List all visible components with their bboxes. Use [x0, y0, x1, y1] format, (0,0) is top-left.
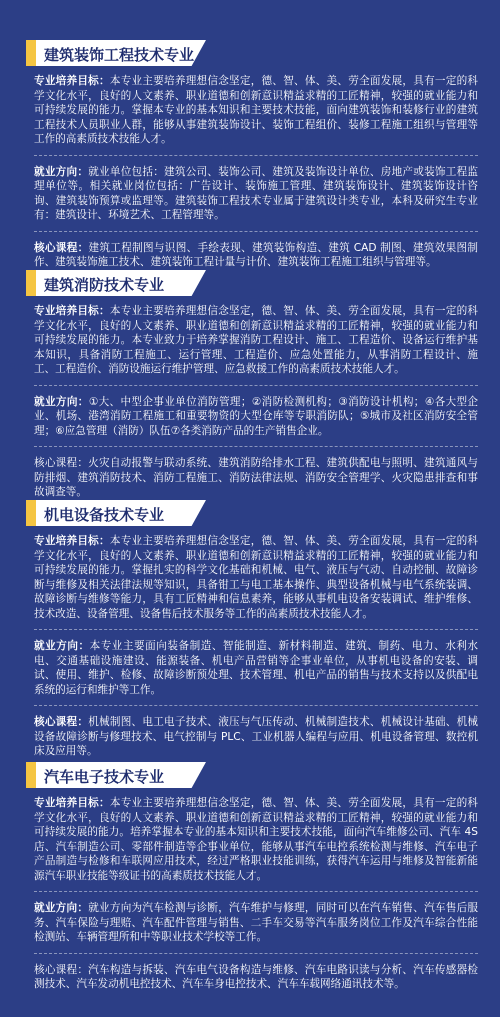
paragraph-label: 专业培养目标：	[34, 535, 110, 547]
paragraph-label: 专业培养目标：	[34, 75, 110, 87]
paragraph-text: 核心课程：汽车构造与拆装、汽车电气设备构造与维修、汽车电路识读与分析、汽车传感器检测技术、汽车发动机电控技术、汽车车身电控技术、汽车车载网络通讯技术等。	[34, 963, 478, 990]
divider	[34, 705, 478, 707]
paragraph-text: 建筑工程制图与识图、手绘表现、建筑装饰构造、建筑 CAD 制图、建筑效果图制作、建筑装饰施工技术、建筑装饰工程计量与计价、建筑装饰工程施工组织与管理等。	[34, 241, 478, 268]
paragraph-text: 本专业主要培养理想信念坚定，德、智、体、美、劳全面发展，具有一定的科学文化水平，良好的人文素养、职业道德和创新意识精益求精的工匠精神，较强的就业能力和可持续发展的能力。本专业致力于培养掌握消防工程设计、施工、工程造价、设备运行维护基本知识，具备消防工程施工、运行管理、工程造价、应急处置能力，从事消防工程设计、施工、工程造价、消防设施运行维护管理、应急救援工作的高素质技术技能人才。	[34, 305, 479, 375]
section-title-bar	[26, 40, 478, 66]
divider	[34, 446, 478, 448]
paragraph-label: 核心课程：	[34, 241, 89, 254]
section-title: 建筑装饰工程技术专业	[44, 46, 195, 64]
paragraph-courses	[34, 241, 478, 270]
paragraph-goal	[34, 534, 478, 621]
section-title-bar	[26, 500, 478, 526]
section-body	[34, 796, 478, 992]
section-title: 机电设备技术专业	[44, 506, 165, 524]
paragraph-label: 就业方向：	[34, 395, 89, 408]
divider	[34, 231, 478, 233]
divider	[34, 953, 478, 955]
paragraph-employment	[34, 165, 478, 223]
title-accent	[26, 500, 36, 526]
section-title-bar	[26, 762, 478, 788]
paragraph-label: 专业培养目标：	[34, 797, 110, 809]
divider	[34, 155, 478, 157]
paragraph-text: 本专业主要培养理想信念坚定，德、智、体、美、劳全面发展，具有一定的科学文化水平，良好的人文素养、职业道德和创新意识精益求精的工匠精神，较强的就业能力和可持续发展的能力。掌握本专业的基本知识和主要技术技能，面向建筑装饰和装修行业的建筑工程技术人员职业人群，能够从事建筑装饰设计、装饰工程组价、装修工程施工组织与管理等工作的高素质技术技能人才。	[34, 75, 479, 145]
title-accent	[26, 40, 36, 66]
paragraph-text: 本专业主要培养理想信念坚定，德、智、体、美、劳全面发展，具有一定的科学文化水平，良好的人文素养、职业道德和创新意识精益求精的工匠精神，较强的就业能力和可持续发展的能力。掌握扎实的科学文化基础和机械、电气、液压与气动、自动控制、故障诊断与维修及相关法律法规等知识，具备钳工与电工基本操作、典型设备机械与电气系统装调、故障诊断与维修等能力，具有工匠精神和信息素养，能够从事机电设备安装调试、维护维修、技术改造、设备管理、设备售后技术服务等工作的高素质技术技能人才。	[34, 535, 479, 620]
title-accent	[26, 270, 36, 296]
paragraph-text: 就业方向为汽车检测与诊断，汽车维护与修理，同时可以在汽车销售、汽车售后服务、汽车保险与理赔、汽车配件管理与销售、二手车交易等汽车服务岗位工作及汽车综合性能检测站、车辆管理所和中等职业技术学校等工作。	[34, 902, 479, 943]
section-title: 建筑消防技术专业	[44, 276, 165, 294]
paragraph-goal	[34, 74, 478, 147]
paragraph-goal	[34, 796, 478, 883]
major-section	[26, 40, 478, 276]
major-section	[26, 500, 478, 765]
section-title: 汽车电子技术专业	[44, 768, 165, 786]
major-section	[26, 762, 478, 998]
paragraph-text: 机械制图、电工电子技术、液压与气压传动、机械制造技术、机械设计基础、机械设备故障诊断与修理技术、电气控制与 PLC、工业机器人编程与应用、机电设备管理、数控机床及应用等。	[34, 716, 479, 757]
paragraph-employment	[34, 639, 478, 697]
title-accent	[26, 762, 36, 788]
section-body	[34, 534, 478, 759]
paragraph-employment	[34, 395, 478, 439]
paragraph-label: 就业方向：	[34, 165, 89, 178]
major-section	[26, 270, 478, 506]
paragraph-courses	[34, 715, 478, 759]
divider	[34, 629, 478, 631]
paragraph-text: 就业单位包括：建筑公司、装饰公司、建筑及装饰设计单位、房地产或装饰工程监理单位等。相关就业岗位包括：广告设计、装饰施工管理、建筑装饰设计、建筑装饰设计咨询、建筑装饰预算或监理等。建筑装饰工程技术专业属于建筑设计类专业，本科及研究生专业有：建筑设计、环境艺术、工程管理等。	[34, 165, 479, 221]
section-body	[34, 74, 478, 270]
paragraph-label: 核心课程：	[34, 716, 89, 728]
paragraph-label: 就业方向：	[34, 640, 90, 652]
section-body	[34, 304, 478, 500]
paragraph-label: 专业培养目标：	[34, 305, 110, 317]
divider	[34, 385, 478, 387]
section-title-bar	[26, 270, 478, 296]
paragraph-text: 本专业主要面向装备制造、智能制造、新材料制造、建筑、制药、电力、水利水电、交通基础设施建设、能源装备、机电产品营销等企事业单位，从事机电设备的安装、调试、使用、维护、检修、故障诊断预处理、技术管理、机电产品的销售与技术支持以及供配电系统的运行和维护等工作。	[34, 640, 479, 696]
paragraph-text: 核心课程：火灾自动报警与联动系统、建筑消防给排水工程、建筑供配电与照明、建筑通风与防排烟、建筑消防技术、消防工程施工、消防法律法规、消防安全管理学、火灾隐患排查和事故调查等。	[34, 457, 478, 498]
paragraph-courses	[34, 963, 478, 992]
paragraph-employment	[34, 901, 478, 945]
paragraph-text: ①大、中型企事业单位消防管理；②消防检测机构；③消防设计机构；④各大型企业、机场、港湾消防工程施工和重要物资的大型仓库等专职消防队；⑤城市及社区消防安全管理；⑥应急管理（消防）队伍⑦各类消防产品的生产销售企业。	[34, 395, 478, 437]
divider	[34, 891, 478, 893]
paragraph-goal	[34, 304, 478, 377]
paragraph-label: 就业方向：	[34, 902, 89, 914]
paragraph-courses	[34, 456, 478, 500]
paragraph-text: 本专业主要培养理想信念坚定，德、智、体、美、劳全面发展，具有一定的科学文化水平，良好的人文素养、职业道德和创新意识精益求精的工匠精神，较强的就业能力和可持续发展的能力。培养掌握本专业的基本知识和主要技术技能，面向汽车维修公司、汽车 4S 店、汽车制造公司、零部件制造等企事业单位，能够从事汽车电控系统检测与维修、汽车电子产品制造与检修和车联网应用技术，经过严格职业技能训练，获得汽车运用与维修及智能新能源汽车职业技能等级证书的高素质技术技能人才。	[34, 797, 479, 882]
